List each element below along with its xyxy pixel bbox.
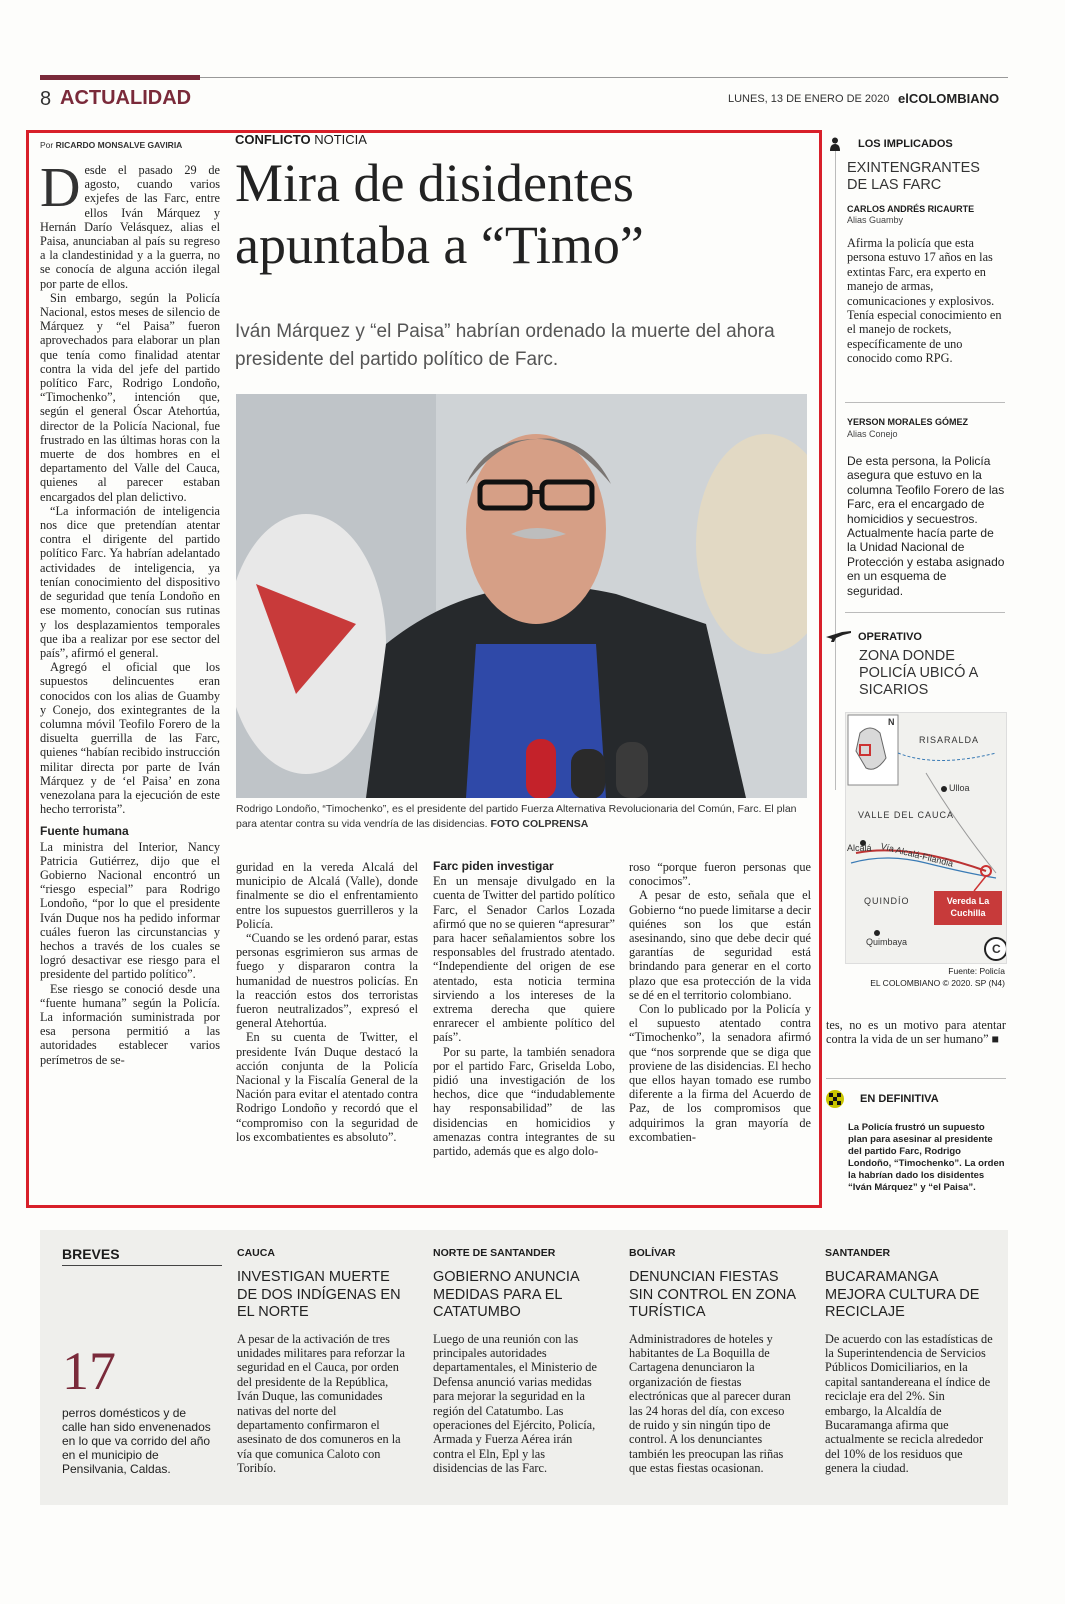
stat-text: perros domésticos y de calle han sido envenenados en lo que va corrido del año en el municipio de Pensilvania, Caldas.: [62, 1406, 211, 1476]
location-map: [845, 712, 1007, 964]
deck: Iván Márquez y “el Paisa” habrían ordenado la muerte del ahora presidente del partido político de Farc.: [235, 321, 775, 370]
paragraph: La ministra del Interior, Nancy Patricia Gutiérrez, dijo que el Gobierno Nacional encontró un “riesgo especial” para Rodrigo Londoño, “por lo que el presidente Iván Duque nos ha pedido informar cuáles fueron las circunstancias y hechos a través de los cuales se logró desactivar ese riesgo para el presidente del partido político”.: [40, 839, 220, 982]
breves-rule: [62, 1265, 222, 1266]
stat-number: 17: [62, 1341, 116, 1401]
north-arrow: N: [888, 717, 896, 727]
paragraph: Ese riesgo se conoció desde una “fuente humana” según la Policía. La información suministrada por esa persona permitió a las autoridades establecer varios perímetros de se-: [40, 981, 220, 1067]
paragraph: tes, no es un motivo para atentar contra la vida de un ser humano” ■: [826, 1018, 1006, 1047]
sidebar-rule: [845, 402, 1005, 403]
brief-text: De acuerdo con las estadísticas de la Superintendencia de Servicios Públicos Domiciliarios, en la capital santandereana el índice de reciclaje era del 2%. Sin embargo, la Alcaldía de Bucaramanga afirma que actualmente se recicla alrededor del 10% de los residuos que genera la ciudad.: [825, 1331, 993, 1476]
issue-date: LUNES, 13 DE ENERO DE 2020: [728, 93, 890, 105]
photo-credit: FOTO COLPRENSA: [490, 818, 589, 830]
newspaper-logo: elCOLOMBIANO: [898, 91, 1000, 106]
breves-title: BREVES: [62, 1246, 120, 1262]
map-label-risaralda: RISARALDA: [919, 735, 980, 745]
brief-headline: INVESTIGAN MUERTE DE DOS INDÍGENAS EN EL NORTE: [237, 1269, 401, 1320]
kicker: [235, 132, 367, 147]
brief-santander: [825, 1247, 993, 1476]
paragraph: “La información de inteligencia nos dice que pretendían atentar contra el dirigente del partido político Farc. Ya habrían adelantado actividades de inteligencia, ya tenían conocimiento del dispositivo de seguridad que tenía Londoño en ese momento, conocían sus rutinas y los desplazamientos temporales que iba a realizar por ese sector del país”, afirmó el general.: [40, 503, 220, 660]
brief-cauca: [237, 1247, 405, 1476]
brief-headline: BUCARAMANGA MEJORA CULTURA DE RECICLAJE: [825, 1269, 980, 1320]
map-label-ulloa: Ulloa: [949, 783, 970, 793]
person-1-alias: Alias Guamby: [847, 215, 904, 225]
byline-prefix: Por: [40, 140, 54, 150]
header-rule: [200, 77, 1008, 78]
person-1-text: Afirma la policía que esta persona estuvo 17 años en las extintas Farc, era experto en manejo de armas, comunicaciones y explosivos. Tenía especial conocimiento en el manejo de rockets, específicamente de uno conocido como RPG.: [847, 236, 1002, 366]
map-label-valle: VALLE DEL CAUCA: [858, 810, 955, 820]
map-credit: EL COLOMBIANO © 2020. SP (N4): [870, 978, 1005, 988]
person-icon: [829, 137, 841, 151]
person-2-name: YERSON MORALES GÓMEZ: [847, 417, 969, 427]
rifle-icon: [826, 628, 852, 642]
article-column-1: [40, 157, 220, 1067]
caption-text: Rodrigo Londoño, “Timochenko”, es el presidente del partido Fuerza Alternativa Revolucionaria del Común, Farc. El plan para atentar contra su vida vendría de las disidencias.: [236, 803, 797, 830]
article-column-4: [629, 860, 811, 1144]
person-1-name: CARLOS ANDRÉS RICAURTE: [847, 204, 975, 214]
headline: Mira de disidentes apuntaba a “Timo”: [235, 153, 644, 275]
definitiva-title: EN DEFINITIVA: [860, 1093, 939, 1105]
article-photo: [236, 394, 807, 798]
person-2-alias: Alias Conejo: [847, 429, 898, 439]
brief-headline: GOBIERNO ANUNCIA MEDIDAS PARA EL CATATUMBO: [433, 1269, 579, 1320]
article-column-2: [236, 860, 418, 1144]
sidebar-rule: [845, 612, 1005, 613]
map-label-road: Vía Alcalá-Filandia: [879, 841, 955, 869]
byline: [40, 140, 225, 150]
paragraph: En su cuenta de Twitter, el presidente Iván Duque destacó la acción conjunta de la Policía Nacional y la Fiscalía General de la Nación para evitar el atentado contra Rodrigo Londoño y recordó que el “compromiso con la seguridad de los excombatientes es absoluto”.: [236, 1030, 418, 1144]
brief-region: BOLÍVAR: [629, 1247, 676, 1259]
map-label-vereda: Vereda La Cuchilla: [946, 896, 990, 918]
section-color-bar: [40, 75, 200, 80]
brief-text: Administradores de hoteles y habitantes de La Boquilla de Cartagena denunciaron la organización de fiestas electrónicas que al parecer duran las 24 horas del día, con exceso de ruido y sin ningún tipo de control. A los denunciantes también les preocupan las riñas que estas fiestas ocasionan.: [629, 1331, 791, 1476]
map-graphic: [846, 713, 1006, 963]
brief-region: SANTANDER: [825, 1247, 891, 1259]
brief-bolivar: [629, 1247, 797, 1476]
implicados-subtitle: EXINTENGRANTES DE LAS FARC: [847, 160, 980, 193]
section-title: ACTUALIDAD: [60, 87, 192, 109]
paragraph: A pesar de esto, señala que el Gobierno “no puede limitarse a decir quiénes son los que están asesinando, sino que debe decir qué garantías de seguridad está brindando para generar en el corto plazo que esa protección de la vida se dé en el territorio colombiano.: [629, 888, 811, 1002]
subheading: Farc piden investigar: [433, 859, 554, 873]
person-2-text: De esta persona, la Policía asegura que estuvo en la columna Teofilo Forero de las Farc, era el encargado de homicidios y secuestros. Actualmente hacía parte de la Unidad Nacional de Protección y estaba asignado en un esquema de seguridad.: [847, 454, 1005, 598]
article-column-3: [433, 859, 615, 1158]
paragraph: En un mensaje divulgado en la cuenta de Twitter del partido político Farc, el Senador Carlos Lozada afirmó que no se quieren “apresurar” para hacer señalamientos sobre los responsables del frustrado atentado. “Independiente del origen de ese atentado, esta noticia termina sirviendo a los intereses de la extrema derecha que quiere enrarecer el ambiente político del país”.: [433, 874, 615, 1045]
kicker-light: NOTICIA: [314, 132, 367, 147]
definitiva-text: La Policía frustró un supuesto plan para asesinar al presidente del partido Farc, Rodrigo Londoño, “Timochenko”. La orden la habrían dado los disidentes “Iván Márquez” y “el Paisa”.: [848, 1122, 1005, 1193]
sidebar-rule: [826, 1078, 1006, 1079]
brief-text: Luego de una reunión con las principales autoridades departamentales, el Ministerio de Defensa anunció varias medidas para mejorar la seguridad en la región del Catatumbo. Las operaciones del Ejército, Policía, Armada y Fuerza Aérea irán contra el Eln, Epl y las disidencias de las Farc.: [433, 1331, 597, 1476]
subheading: Fuente humana: [40, 824, 129, 839]
photo-caption: [236, 802, 811, 832]
paragraph: Con lo publicado por la Policía y el supuesto atentado contra “Timochenko”, la senadora afirmó que “nos sorprende que se diga que proviene de las disidencias. El hecho que ellos hayan tomado ese rumbo diferente a la firma del Acuerdo de Paz, de los compromisos que adquirimos la gran mayoría de excombatien-: [629, 1002, 811, 1144]
map-source: Fuente: Policía: [948, 966, 1005, 976]
map-label-alcala: Alcalá: [847, 843, 872, 853]
drop-cap: D: [40, 157, 81, 219]
paragraph: roso “porque fueron personas que conocimos”.: [629, 860, 811, 889]
byline-name: RICARDO MONSALVE GAVIRIA: [55, 140, 183, 150]
map-label-quindio: QUINDÍO: [864, 896, 910, 906]
brief-norte-de-santander: [433, 1247, 601, 1476]
paragraph: guridad en la vereda Alcalá del municipio de Alcalá (Valle), donde finalmente se dio el enfrentamiento entre los supuestos guerrilleros y la Policía.: [236, 860, 418, 931]
kicker-bold: CONFLICTO: [235, 132, 311, 147]
photo-illustration: [236, 394, 807, 798]
checker-icon: [826, 1090, 844, 1108]
paragraph: esde el pasado 29 de agosto, cuando varios exjefes de las Farc, entre ellos Iván Márquez y Hernán Darío Velásquez, alias el Paisa, anunciaban al país su regreso a la clandestinidad y a la guerra, no se conocía de alguna acción ilegal por parte de ellos.: [40, 163, 220, 291]
brief-text: A pesar de la activación de tres unidades militares para reforzar la seguridad en el Cauca, por orden del presidente de la República, Iván Duque, las comunidades nativas del norte del departamento confirmaron el asesinato de dos comuneros en la vía que comunica Caloto con Toribío.: [237, 1331, 405, 1476]
page-number: 8: [40, 88, 52, 110]
paragraph: Por su parte, la también senadora por el partido Farc, Griselda Lobo, pidió una investigación de los hechos, dice que “indudablemente hay responsabilidad” de las disidencias en homicidios y amenazas contra integrantes de su partido, además que es algo dolo-: [433, 1044, 615, 1159]
sidebar-divider: [835, 140, 836, 790]
brief-region: CAUCA: [237, 1247, 275, 1259]
paragraph: Sin embargo, según la Policía Nacional, estos meses de silencio de Márquez y “el Paisa” fueron aprovechados para elaborar un plan que tenía como finalidad atentar contra la vida del jefe del partido político Farc, Rodrigo Londoño, “Timochenko”, intención que, según el general Óscar Atehortúa, director de la Policía Nacional, fue frustrado en las últimas horas con la muerte de dos hombres en el departamento del Valle del Cauca, quienes al parecer estaban encargados del plan delictivo.: [40, 290, 220, 504]
map-label-quimbaya: Quimbaya: [866, 937, 908, 947]
implicados-title: LOS IMPLICADOS: [858, 138, 953, 150]
operativo-title: OPERATIVO: [858, 631, 922, 643]
article-column-5: [826, 1018, 1006, 1046]
paragraph: Agregó el oficial que los supuestos delincuentes eran conocidos con los alias de Guamby y Conejo, dos exintegrantes de la columna móvil Teofilo Forero de la disuelta guerrilla de las Farc, quienes “habían recibido instrucción militar directa por parte de Iván Márquez y de ‘el Paisa’ en zona venezolana para la ejecución de este hecho terrorista”.: [40, 660, 220, 817]
brief-region: NORTE DE SANTANDER: [433, 1247, 556, 1259]
paragraph: “Cuando se les ordenó parar, estas personas esgrimieron sus armas de fuego y dispararon contra la humanidad de nuestros policías. En la reacción estos dos terroristas fueron neutralizados”, expresó el general Atehortúa.: [236, 931, 418, 1031]
map-logo: C: [992, 942, 1001, 956]
operativo-subtitle: ZONA DONDE POLICÍA UBICÓ A SICARIOS: [859, 648, 978, 698]
brief-headline: DENUNCIAN FIESTAS SIN CONTROL EN ZONA TURÍSTICA: [629, 1269, 796, 1320]
